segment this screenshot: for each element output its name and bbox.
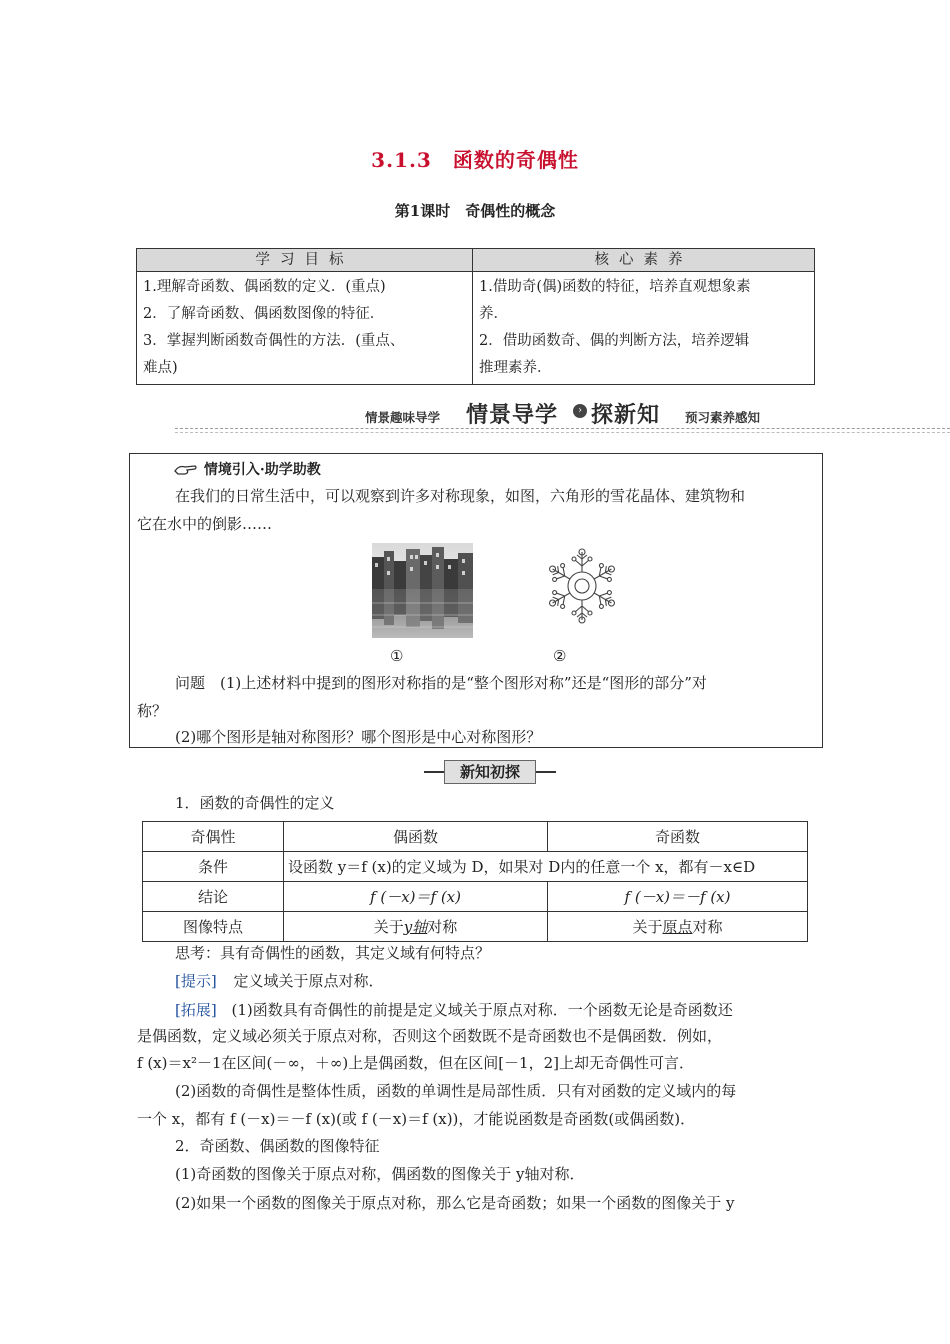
odd-graph-key: 原点: [662, 918, 693, 936]
banner-title: 情景导学: [466, 402, 559, 428]
even-graph-cell: [284, 912, 548, 942]
table-header-cell: 奇函数: [548, 822, 808, 852]
intro-paragraph: 在我们的日常生活中，可以观察到许多对称现象，如图，六角形的雪花晶体、建筑物和: [175, 487, 746, 505]
banner-arrow-icon: ›: [573, 404, 587, 418]
question-text: (2)哪个图形是轴对称图形？哪个图形是中心对称图形？: [175, 728, 542, 746]
question-text: 问题 (1)上述材料中提到的图形对称指的是“整个图形对称”还是“图形的部分”对: [175, 674, 707, 692]
even-graph-suffix: 对称: [427, 918, 458, 936]
odd-conclusion: f (－x)＝－f (x): [548, 882, 808, 912]
section-2-text: (2)如果一个函数的图像关于原点对称，那么它是奇函数；如果一个函数的图像关于 y: [175, 1194, 735, 1212]
page-title: 3.1.3 函数的奇偶性: [371, 148, 579, 172]
banner-left-text: 情景趣味导学: [365, 410, 441, 425]
section-2-text: (1)奇函数的图像关于原点对称，偶函数的图像关于 y轴对称．: [175, 1165, 585, 1183]
extension-text: f (x)＝x²－1在区间(－∞，＋∞)上是偶函数，但在区间[－1，2]上却无奇偶性可言．: [137, 1054, 694, 1072]
figure-1-label: ①: [390, 647, 404, 665]
section-label-text: 新知初探: [444, 760, 536, 784]
extension-text: (2)函数的奇偶性是整体性质，函数的单调性是局部性质．只有对函数的定义域内的每: [175, 1082, 737, 1100]
literacy-line: 推理素养．: [479, 360, 552, 376]
think-question: 思考：具有奇偶性的函数，其定义域有何特点？: [175, 944, 491, 962]
hint-text: 定义域关于原点对称．: [233, 972, 384, 990]
banner-right-text: 预习素养感知: [685, 410, 761, 425]
literacy-line: 2．借助函数奇、偶的判断方法，培养逻辑: [479, 333, 750, 349]
snowflake-figure: [543, 547, 621, 625]
question-text: 称？: [137, 702, 168, 720]
even-graph-key: y轴: [403, 918, 428, 936]
hand-pointer-icon: [173, 461, 199, 477]
goals-header: 学习目标: [137, 249, 473, 272]
intro-paragraph: 它在水中的倒影……: [137, 515, 273, 533]
banner-title-2: 探新知: [591, 402, 661, 428]
goal-line: 难点): [143, 360, 178, 376]
extension-line: [175, 1000, 733, 1020]
def-heading: 1．函数的奇偶性的定义: [175, 794, 335, 812]
condition-cell: 设函数 y＝f (x)的定义域为 D，如果对 D内的任意一个 x，都有－x∈D: [284, 852, 808, 882]
extension-tag: [拓展]: [175, 1001, 217, 1019]
odd-graph-suffix: 对称: [692, 918, 723, 936]
building-reflection-figure: [372, 543, 473, 638]
figure-2-label: ②: [553, 647, 567, 665]
table-header-cell: 奇偶性: [143, 822, 284, 852]
literacy-line: 养．: [479, 306, 508, 322]
odd-graph-prefix: 关于: [632, 918, 663, 936]
literacy-header: 核心素养: [473, 249, 815, 272]
even-graph-prefix: 关于: [373, 918, 404, 936]
definition-table: [142, 821, 808, 942]
banner-divider: [175, 428, 950, 429]
row-label: 结论: [143, 882, 284, 912]
goal-line: 1.理解奇函数、偶函数的定义．(重点): [143, 279, 386, 295]
intro-heading-text: 情境引入·助学助教: [203, 462, 321, 478]
literacy-line: 1.借助奇(偶)函数的特征，培养直观想象素: [479, 279, 751, 295]
extension-text: (1)函数具有奇偶性的前提是定义域关于原点对称．一个函数无论是奇函数还: [231, 1001, 733, 1019]
goals-table: [136, 248, 815, 385]
even-conclusion: f (－x)＝f (x): [284, 882, 548, 912]
section-banner: [175, 398, 950, 434]
hint-line: [175, 971, 384, 991]
odd-graph-cell: [548, 912, 808, 942]
goals-cell: [137, 272, 473, 385]
extension-text: 一个 x，都有 f (－x)＝－f (x)(或 f (－x)＝f (x))，才能说函数是奇函数(或偶函数)．: [137, 1110, 696, 1128]
row-label: 图像特点: [143, 912, 284, 942]
section-2-heading: 2．奇函数、偶函数的图像特征: [175, 1137, 380, 1155]
goal-line: 3．掌握判断函数奇偶性的方法．(重点、: [143, 333, 405, 349]
section-label: [424, 760, 556, 784]
hint-tag: [提示]: [175, 972, 217, 990]
goal-line: 2．了解奇函数、偶函数图像的特征．: [143, 306, 385, 322]
table-header-cell: 偶函数: [284, 822, 548, 852]
intro-heading: [173, 459, 321, 479]
row-label: 条件: [143, 852, 284, 882]
page-subtitle: 第1课时 奇偶性的概念: [394, 202, 556, 220]
banner-divider: [175, 432, 950, 433]
literacy-cell: [473, 272, 815, 385]
extension-text: 是偶函数，定义域必须关于原点对称，否则这个函数既不是奇函数也不是偶函数．例如，: [137, 1027, 723, 1045]
